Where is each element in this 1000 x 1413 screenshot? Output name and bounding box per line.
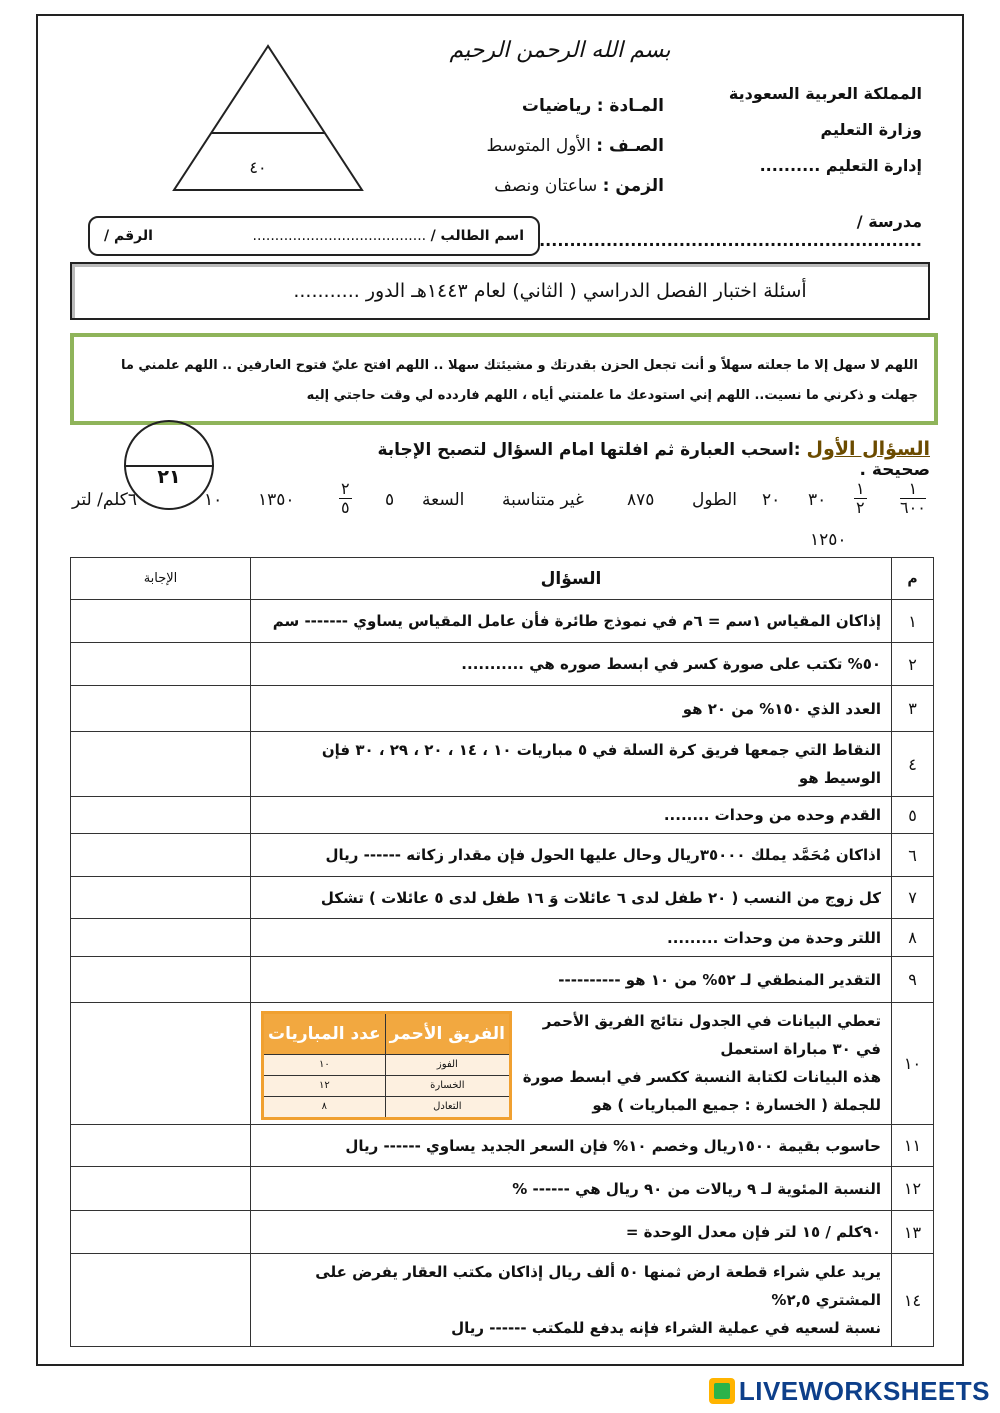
subject-label: المـادة :: [596, 96, 664, 116]
answer-drop-zone[interactable]: [71, 1211, 251, 1254]
draggable-option[interactable]: ١٣٥٠: [258, 490, 295, 510]
mini-table-cell: التعادل: [385, 1097, 510, 1119]
department: إدارة التعليم ..........: [759, 156, 922, 175]
question-text: اللتر وحدة من وحدات .........: [251, 919, 892, 957]
mini-table-cell: الخسارة: [385, 1076, 510, 1097]
question-number: ١١: [892, 1125, 934, 1167]
question1-instruction: :اسحب العبارة ثم افلتها امام السؤال لتصبح الإجابة صحيحة .: [377, 440, 930, 480]
draggable-option[interactable]: ٨٧٥: [627, 490, 655, 510]
answer-drop-zone[interactable]: [71, 600, 251, 643]
header-question: السؤال: [251, 558, 892, 600]
student-number-label[interactable]: الرقم /: [104, 228, 153, 244]
fraction-denominator: ٢: [856, 498, 865, 517]
subject-value: رياضيات: [521, 96, 592, 116]
draggable-option[interactable]: ٦كلم/ لتر: [72, 490, 137, 510]
liveworksheets-logo[interactable]: [709, 1376, 990, 1407]
prayer-box: اللهم لا سهل إلا ما جعلته سهلاً و أنت تجعل الحزن بقدرتك و مشيئتك سهلا .. اللهم افتح عليّ فتوح العارفين .. اللهم علمني ما جهلت و ذكرني ما نسيت.. اللهم إني استودعك ما علمتني أياه ، اللهم فارددە لي وقت حاجتي إليه: [70, 333, 938, 425]
question-text: التقدير المنطقي لـ ٥٢% من ١٠ هو ----------: [251, 957, 892, 1003]
question-number: ٥: [892, 797, 934, 834]
question1-score: ٢١: [157, 466, 181, 488]
answer-drop-zone[interactable]: [71, 1254, 251, 1347]
country: المملكة العربية السعودية: [728, 84, 922, 103]
question1-header: [330, 438, 930, 480]
question-text: حاسوب بقيمة ١٥٠٠ريال وخصم ١٠% فإن السعر الجديد يساوي ------ ريال: [251, 1125, 892, 1167]
header-middle: [444, 86, 664, 206]
question-number: ٣: [892, 686, 934, 732]
question-line: نسبة لسعيه في عملية الشراء فإنه يدفع للمكتب ------ ريال: [451, 1319, 881, 1337]
team-results-table: [261, 1011, 512, 1120]
question-line: تعطي البيانات في الجدول نتائج الفريق الأحمر في ٣٠ مباراة استعمل: [542, 1012, 881, 1058]
student-info-box: [88, 216, 540, 256]
mini-table-cell: ٨: [263, 1097, 386, 1119]
mini-table-row: [263, 1076, 511, 1097]
question-number: ١٢: [892, 1167, 934, 1211]
answer-drop-zone[interactable]: [71, 686, 251, 732]
question-line: للجملة ( الخسارة : جميع المباريات ) هو: [592, 1096, 881, 1114]
answer-drop-zone[interactable]: [71, 834, 251, 877]
question-text: القدم وحده من وحدات ........: [251, 797, 892, 834]
school-line: مدرسة / ...............................................................: [539, 212, 922, 250]
table-header-row: [71, 558, 934, 600]
mini-table-cell: الفوز: [385, 1055, 510, 1076]
draggable-option[interactable]: السعة: [422, 490, 465, 510]
fraction-denominator: ٥: [341, 498, 350, 517]
question-text: اذاكان مُحَمَّد يملك ٣٥٠٠٠ريال وحال عليها الحول فإن مقدار زكاته ------ ريال: [251, 834, 892, 877]
mini-table-header-cell: الفريق الأحمر: [385, 1013, 510, 1055]
question-number: ٨: [892, 919, 934, 957]
answer-drop-zone[interactable]: [71, 957, 251, 1003]
time-label: الزمن :: [602, 176, 664, 196]
answer-drop-zone[interactable]: [71, 732, 251, 797]
table-row: [71, 732, 934, 797]
grade-label: الصـف :: [596, 136, 664, 156]
table-row: [71, 919, 934, 957]
draggable-option-fraction[interactable]: [900, 480, 926, 517]
header-right: [702, 76, 922, 184]
basmala: بسم الله الرحمن الرحيم: [449, 38, 671, 63]
table-row: [71, 1125, 934, 1167]
subject-line: [444, 86, 664, 126]
question-number: ١: [892, 600, 934, 643]
mini-table-header-cell: عدد المباريات: [263, 1013, 386, 1055]
fraction-numerator: ١: [856, 479, 865, 498]
questions-table: [70, 557, 934, 1347]
mini-table-cell: ١٢: [263, 1076, 386, 1097]
header-answer: الإجابة: [71, 558, 251, 600]
student-name-dots: .......................................: [252, 228, 427, 244]
answer-drop-zone[interactable]: [71, 1003, 251, 1125]
ministry: وزارة التعليم: [820, 120, 922, 139]
draggable-option[interactable]: الطول: [692, 490, 737, 510]
question-text: النسبة المئوية لـ ٩ ريالات من ٩٠ ريال هي ------ %: [251, 1167, 892, 1211]
table-row: [71, 643, 934, 686]
mini-table-row: [263, 1055, 511, 1076]
mini-table-header: [263, 1013, 511, 1055]
answer-drop-zone[interactable]: [71, 877, 251, 919]
total-score: ٤٠: [249, 158, 267, 177]
answer-drop-zone[interactable]: [71, 1167, 251, 1211]
grade-value: الأول المتوسط: [486, 136, 591, 156]
fraction-numerator: ١: [900, 480, 926, 499]
liveworksheets-icon: [709, 1378, 735, 1404]
student-name-field[interactable]: [253, 228, 524, 244]
student-name-label: اسم الطالب /: [430, 228, 524, 244]
question-text: إذاكان المقياس ١سم = ٦م في نموذج طائرة فأن عامل المقياس يساوي ------- سم: [251, 600, 892, 643]
grade-line: [444, 126, 664, 166]
draggable-option-fraction[interactable]: [339, 480, 352, 517]
answer-drop-zone[interactable]: [71, 1125, 251, 1167]
table-row: [71, 1211, 934, 1254]
question-number: ٤: [892, 732, 934, 797]
question-text: النقاط التي جمعها فريق كرة السلة في ٥ مباريات ١٠ ، ١٤ ، ٢٠ ، ٢٩ ، ٣٠ فإن الوسيط هو: [251, 732, 892, 797]
question-number: ١٤: [892, 1254, 934, 1347]
table-row: [71, 600, 934, 643]
mini-table-row: [263, 1097, 511, 1119]
brand-text: LIVEWORKSHEETS: [738, 1376, 990, 1406]
draggable-option[interactable]: ٢٠: [762, 490, 781, 510]
question-number: ١٣: [892, 1211, 934, 1254]
draggable-option-fraction[interactable]: [854, 480, 867, 517]
answer-drop-zone[interactable]: [71, 797, 251, 834]
question-number: ١٠: [892, 1003, 934, 1125]
draggable-option[interactable]: ٥: [385, 490, 395, 510]
exam-title: أسئلة اختبار الفصل الدراسي ( الثاني) لعام ١٤٤٣هـ الدور ...........: [70, 262, 930, 320]
question-line: هذه البيانات لكتابة النسبة ككسر في ابسط صورة: [522, 1068, 881, 1086]
question-number: ٢: [892, 643, 934, 686]
question-text: كل زوج من النسب ( ٢٠ طفل لدى ٦ عائلات وَ ١٦ طفل لدى ٥ عائلات ) تشكل: [251, 877, 892, 919]
header-number: م: [892, 558, 934, 600]
question-number: ٧: [892, 877, 934, 919]
draggable-option[interactable]: ١٠: [204, 490, 223, 510]
time-line: [444, 166, 664, 206]
table-row: [71, 1003, 934, 1125]
question-text: ٩٠كلم / ١٥ لتر فإن معدل الوحدة =: [251, 1211, 892, 1254]
table-row: [71, 686, 934, 732]
question-number: ٩: [892, 957, 934, 1003]
table-row: [71, 877, 934, 919]
question-text-with-table: [251, 1003, 892, 1125]
mini-table-cell: ١٠: [263, 1055, 386, 1076]
draggable-option[interactable]: ٣٠: [808, 490, 827, 510]
question1-title: السؤال الأول: [806, 438, 930, 460]
question-line: يريد علي شراء قطعة ارض ثمنها ٥٠ ألف ريال إذاكان مكتب العقار يفرض على المشتري ٢,٥%: [315, 1263, 881, 1309]
question-number: ٦: [892, 834, 934, 877]
table-row: [71, 1254, 934, 1347]
fraction-denominator: ٦٠٠: [900, 498, 926, 517]
fraction-numerator: ٢: [341, 479, 350, 498]
answer-drop-zone[interactable]: [71, 643, 251, 686]
table-row: [71, 797, 934, 834]
time-value: ساعتان ونصف: [494, 176, 598, 196]
table-row: [71, 1167, 934, 1211]
question-text-multiline: [251, 1254, 892, 1347]
table-row: [71, 834, 934, 877]
draggable-option[interactable]: غير متناسبة: [502, 490, 584, 510]
question-text: العدد الذي ١٥٠% من ٢٠ هو: [251, 686, 892, 732]
table-row: [71, 957, 934, 1003]
draggable-option[interactable]: ١٢٥٠: [810, 530, 847, 550]
question-text: ٥٠% تكتب على صورة كسر في ابسط صوره هي ...........: [251, 643, 892, 686]
answer-drop-zone[interactable]: [71, 919, 251, 957]
